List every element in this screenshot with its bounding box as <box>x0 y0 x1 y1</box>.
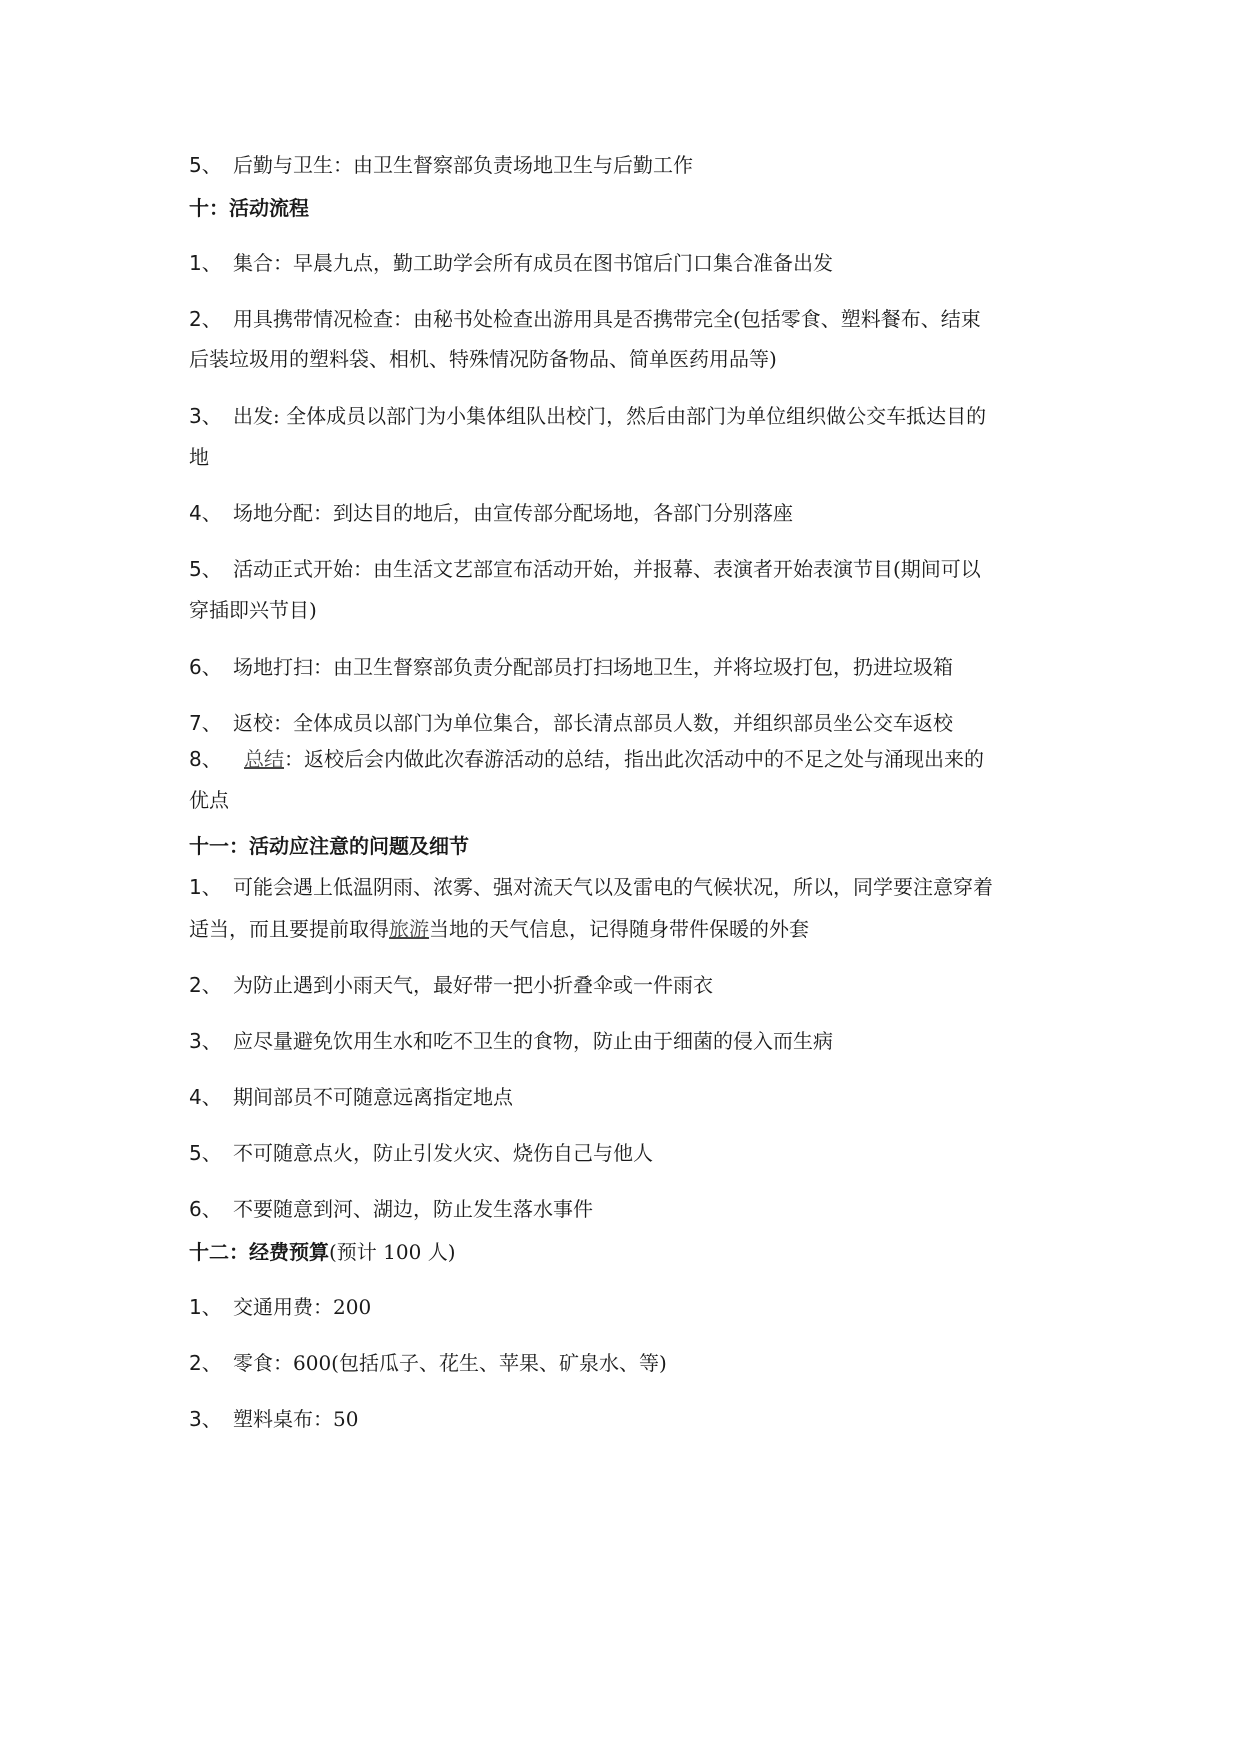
list-item <box>189 746 984 772</box>
item-text: 不要随意到河、湖边，防止发生落水事件 <box>233 1197 593 1221</box>
heading-text: 十二：经费预算 <box>189 1240 329 1264</box>
list-item-continuation: 优点 <box>189 788 229 812</box>
item-number: 3、 <box>189 1407 222 1431</box>
item-number: 6、 <box>189 655 222 679</box>
section-heading-11: 十一：活动应注意的问题及细节 <box>189 834 469 858</box>
list-item <box>189 874 993 900</box>
item-text: 后勤与卫生：由卫生督察部负责场地卫生与后勤工作 <box>233 153 693 177</box>
list-item-continuation: 后装垃圾用的塑料袋、相机、特殊情况防备物品、简单医药用品等) <box>189 347 777 371</box>
list-item <box>189 1196 593 1222</box>
item-number: 2、 <box>189 973 222 997</box>
list-item-continuation: 穿插即兴节目) <box>189 598 317 622</box>
item-number: 4、 <box>189 1085 222 1109</box>
continuation-text: 适当，而且要提前取得 <box>189 917 389 941</box>
item-number: 3、 <box>189 1029 222 1053</box>
item-number: 8、 <box>189 747 222 771</box>
item-text: 集合：早晨九点，勤工助学会所有成员在图书馆后门口集合准备出发 <box>233 251 833 275</box>
item-text: 为防止遇到小雨天气，最好带一把小折叠伞或一件雨衣 <box>233 973 713 997</box>
list-item <box>189 1140 653 1166</box>
item-text: 塑料桌布：50 <box>233 1407 359 1431</box>
list-item <box>189 403 986 429</box>
heading-note: (预计 100 人) <box>329 1240 456 1264</box>
summary-link[interactable]: 总结 <box>244 747 284 771</box>
travel-link[interactable]: 旅游 <box>389 917 429 941</box>
list-item <box>189 556 981 582</box>
list-item-continuation <box>189 916 809 942</box>
list-item <box>189 1406 358 1432</box>
item-number: 2、 <box>189 307 222 331</box>
list-item <box>189 1350 667 1376</box>
section-heading-10: 十：活动流程 <box>189 196 309 220</box>
item-number: 2、 <box>189 1351 222 1375</box>
item-number: 5、 <box>189 557 222 581</box>
item-number: 4、 <box>189 501 222 525</box>
item-text: 活动正式开始：由生活文艺部宣布活动开始，并报幕、表演者开始表演节目(期间可以 <box>233 557 981 581</box>
list-item <box>189 1084 513 1110</box>
item-number: 6、 <box>189 1197 222 1221</box>
item-text: 交通用费：200 <box>233 1295 372 1319</box>
list-item <box>189 654 953 680</box>
item-number: 7、 <box>189 711 222 735</box>
item-text: 不可随意点火，防止引发火灾、烧伤自己与他人 <box>233 1141 653 1165</box>
continuation-text: 当地的天气信息，记得随身带件保暖的外套 <box>429 917 809 941</box>
item-text: 返校：全体成员以部门为单位集合，部长清点部员人数，并组织部员坐公交车返校 <box>233 711 953 735</box>
item-number: 1、 <box>189 1295 222 1319</box>
item-number: 1、 <box>189 251 222 275</box>
item-text: ：返校后会内做此次春游活动的总结，指出此次活动中的不足之处与涌现出来的 <box>284 747 984 771</box>
list-item-continuation: 地 <box>189 445 209 469</box>
list-item <box>189 306 981 332</box>
item-text: 用具携带情况检查：由秘书处检查出游用具是否携带完全(包括零食、塑料餐布、结束 <box>233 307 981 331</box>
item-text: 应尽量避免饮用生水和吃不卫生的食物，防止由于细菌的侵入而生病 <box>233 1029 833 1053</box>
item-number: 5、 <box>189 1141 222 1165</box>
item-text: 零食：600(包括瓜子、花生、苹果、矿泉水、等) <box>233 1351 667 1375</box>
item-number: 5、 <box>189 153 222 177</box>
list-item <box>189 250 833 276</box>
list-item <box>189 500 793 526</box>
item-text: 期间部员不可随意远离指定地点 <box>233 1085 513 1109</box>
item-text: 场地分配：到达目的地后，由宣传部分配场地，各部门分别落座 <box>233 501 793 525</box>
item-text: 出发: 全体成员以部门为小集体组队出校门，然后由部门为单位组织做公交车抵达目的 <box>233 404 987 428</box>
item-number: 1、 <box>189 875 222 899</box>
list-item <box>189 1028 833 1054</box>
list-item <box>189 152 693 178</box>
item-text: 可能会遇上低温阴雨、浓雾、强对流天气以及雷电的气候状况，所以，同学要注意穿着 <box>233 875 993 899</box>
list-item <box>189 972 713 998</box>
list-item <box>189 710 953 736</box>
section-heading-12 <box>189 1239 456 1265</box>
item-number: 3、 <box>189 404 222 428</box>
item-text: 场地打扫：由卫生督察部负责分配部员打扫场地卫生，并将垃圾打包，扔进垃圾箱 <box>233 655 953 679</box>
list-item <box>189 1294 371 1320</box>
